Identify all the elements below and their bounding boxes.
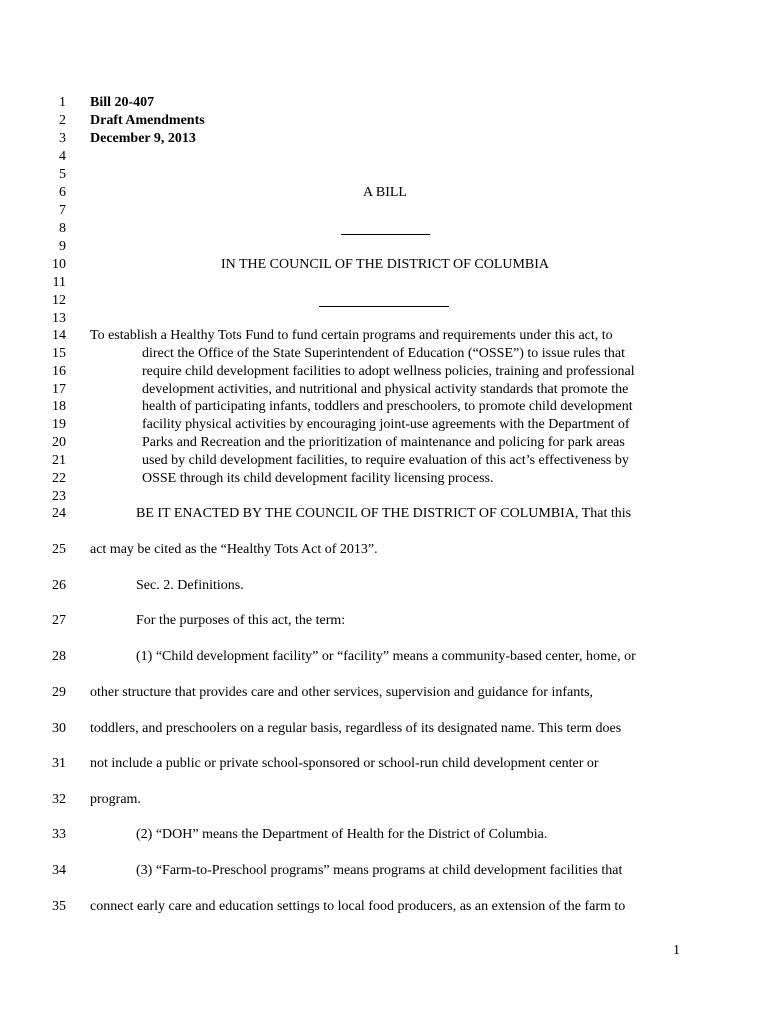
line-number: 24: [52, 506, 66, 521]
purpose-line: Parks and Recreation and the prioritization of maintenance and policing for park areas: [142, 435, 625, 450]
a-bill-heading: A BILL: [363, 185, 407, 200]
section-heading: Sec. 2. Definitions.: [136, 578, 244, 593]
line-number: 32: [52, 792, 66, 807]
line-number: 20: [52, 435, 66, 450]
body-line: program.: [90, 792, 141, 807]
line-number: 31: [52, 756, 66, 771]
signature-rule: [319, 306, 449, 307]
line-number: 25: [52, 542, 66, 557]
line-number: 16: [52, 364, 66, 379]
line-number: 29: [52, 685, 66, 700]
line-number: 1: [59, 95, 66, 110]
line-number: 21: [52, 453, 66, 468]
enacting-clause: BE IT ENACTED BY THE COUNCIL OF THE DISTRICT OF COLUMBIA, That this: [136, 506, 632, 521]
line-number: 23: [52, 489, 66, 504]
line-number: 10: [52, 257, 66, 272]
body-line: act may be cited as the “Healthy Tots Act of 2013”.: [90, 542, 378, 557]
purpose-line: health of participating infants, toddlers and preschoolers, to promote child development: [142, 399, 633, 414]
line-number: 27: [52, 613, 66, 628]
line-number: 33: [52, 827, 66, 842]
body-line: (1) “Child development facility” or “facility” means a community-based center, home, or: [136, 649, 636, 664]
line-number: 2: [59, 113, 66, 128]
page-number: 1: [673, 943, 680, 958]
body-line: not include a public or private school-sponsored or school-run child development center or: [90, 756, 599, 771]
line-number: 8: [59, 221, 66, 236]
purpose-line: development activities, and nutritional and physical activity standards that promote the: [142, 382, 629, 397]
line-number: 5: [59, 167, 66, 182]
purpose-line: used by child development facilities, to require evaluation of this act’s effectiveness by: [142, 453, 629, 468]
purpose-line: facility physical activities by encouraging joint-use agreements with the Department of: [142, 417, 630, 432]
line-number: 35: [52, 899, 66, 914]
line-number: 11: [52, 275, 66, 290]
purpose-line: require child development facilities to adopt wellness policies, training and professional: [142, 364, 635, 379]
body-line: (3) “Farm-to-Preschool programs” means programs at child development facilities that: [136, 863, 623, 878]
line-number: 4: [59, 149, 66, 164]
body-line: connect early care and education settings to local food producers, as an extension of the farm to: [90, 899, 626, 914]
purpose-line: To establish a Healthy Tots Fund to fund certain programs and requirements under this act, to: [90, 328, 613, 343]
line-number: 9: [59, 239, 66, 254]
council-heading: IN THE COUNCIL OF THE DISTRICT OF COLUMBIA: [220, 257, 550, 272]
line-number: 30: [52, 721, 66, 736]
purpose-line: direct the Office of the State Superintendent of Education (“OSSE”) to issue rules that: [142, 346, 625, 361]
line-number: 7: [59, 203, 66, 218]
line-number: 15: [52, 346, 66, 361]
bill-number: Bill 20-407: [90, 95, 155, 110]
line-number: 19: [52, 417, 66, 432]
line-number: 6: [59, 185, 66, 200]
signature-rule: [341, 234, 430, 235]
body-line: For the purposes of this act, the term:: [136, 613, 346, 628]
line-number: 28: [52, 649, 66, 664]
line-number: 13: [52, 311, 66, 326]
line-number: 14: [52, 328, 66, 343]
purpose-line: OSSE through its child development facility licensing process.: [142, 471, 494, 486]
line-number: 3: [59, 131, 66, 146]
body-line: (2) “DOH” means the Department of Health for the District of Columbia.: [136, 827, 548, 842]
line-number: 34: [52, 863, 66, 878]
body-line: other structure that provides care and other services, supervision and guidance for infants,: [90, 685, 594, 700]
line-number: 18: [52, 399, 66, 414]
line-number: 17: [52, 382, 66, 397]
bill-date: December 9, 2013: [90, 131, 196, 146]
bill-subtitle: Draft Amendments: [90, 113, 205, 128]
line-number: 26: [52, 578, 66, 593]
line-number: 22: [52, 471, 66, 486]
body-line: toddlers, and preschoolers on a regular basis, regardless of its designated name. This term does: [90, 721, 622, 736]
line-number: 12: [52, 293, 66, 308]
